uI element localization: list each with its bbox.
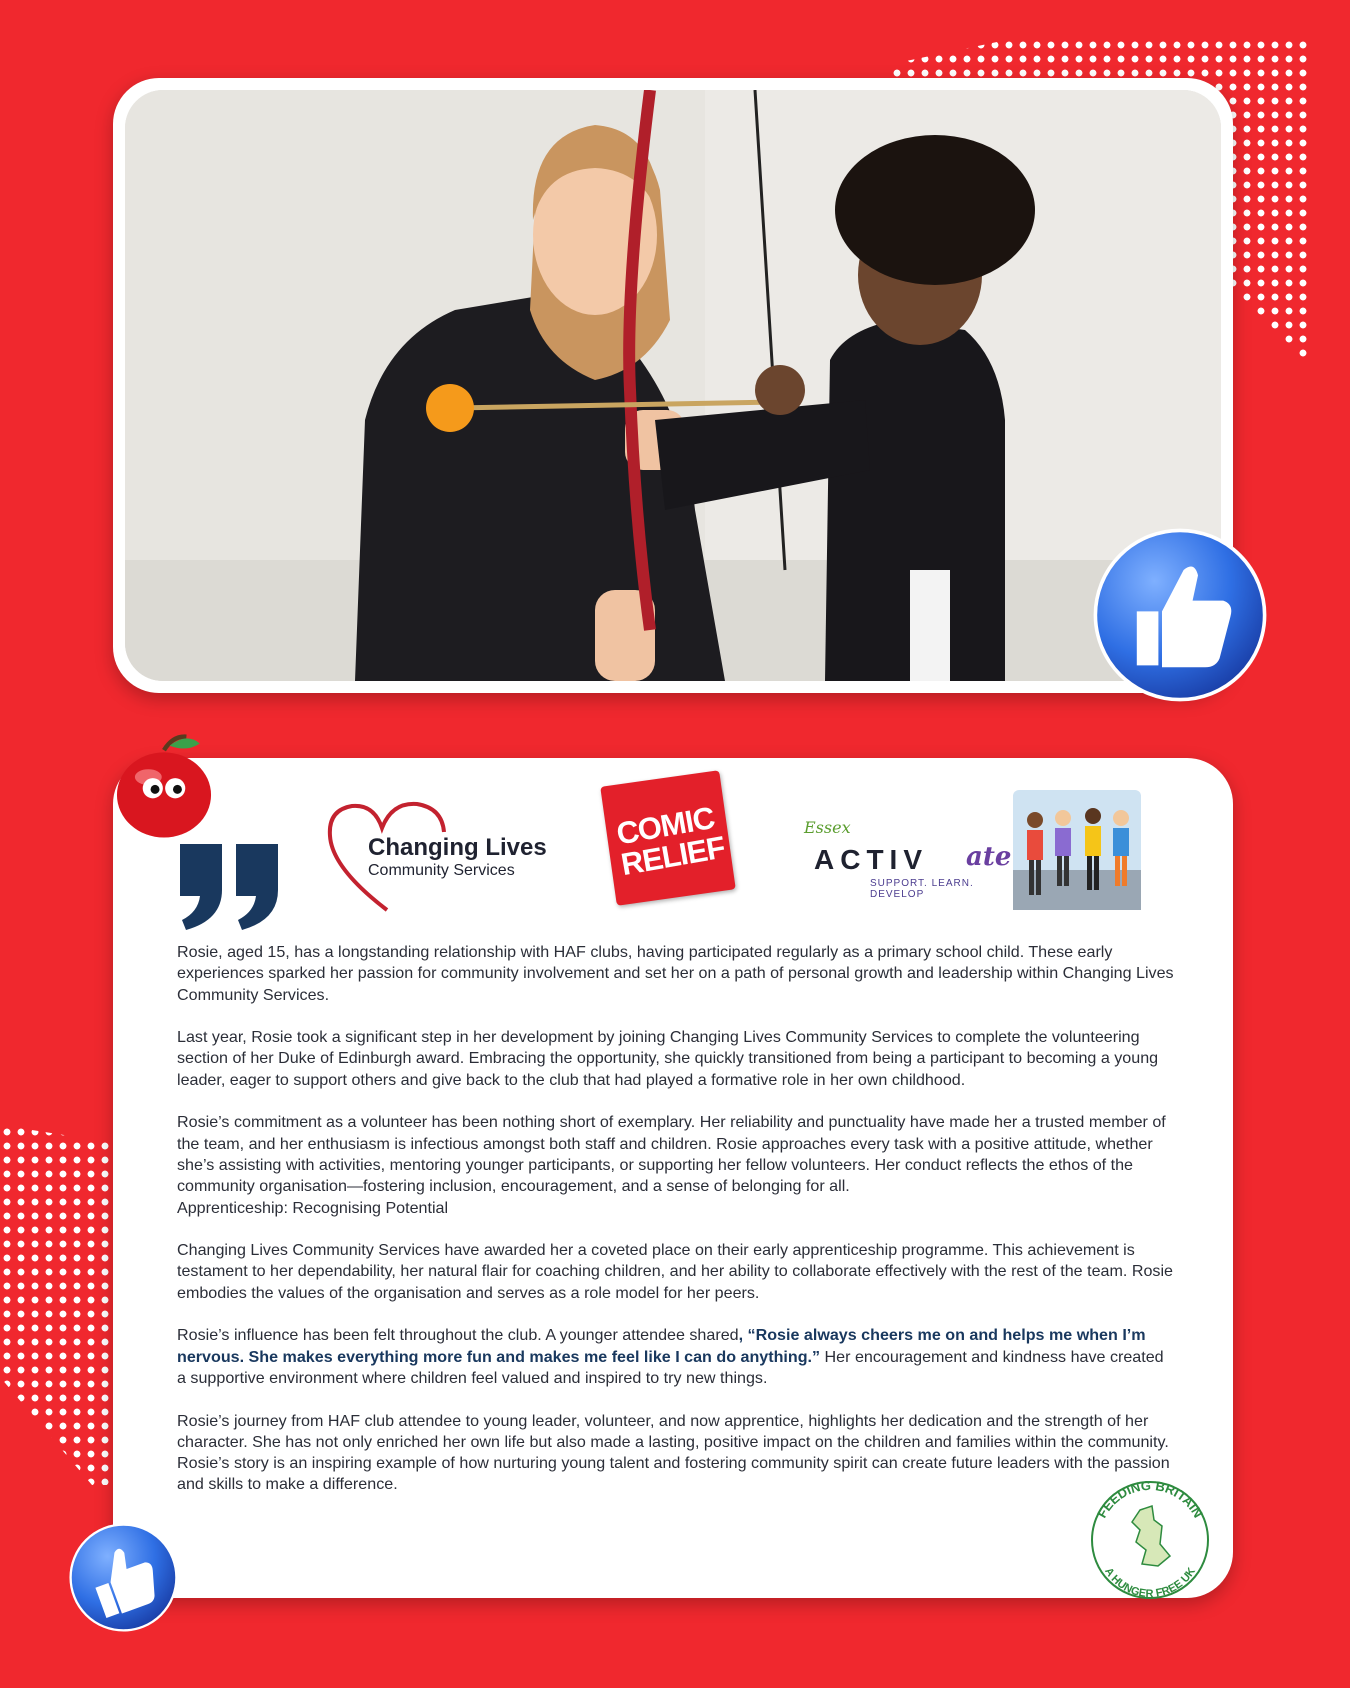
activate-tagline: SUPPORT. LEARN. DEVELOP xyxy=(870,878,974,900)
feeding-britain-logo xyxy=(1080,1470,1220,1605)
thumbs-up-icon xyxy=(66,1520,181,1635)
archery-photo xyxy=(125,90,1221,681)
story-paragraph-5-start: Rosie’s influence has been felt throughout the club. A younger attendee shared xyxy=(177,1326,739,1345)
story-paragraph-1: Rosie, aged 15, has a longstanding relationship with HAF clubs, having participated regularly as a primary school child. These early experiences sparked her passion for community involvement and set her on a path of personal growth and leadership within Changing Lives Community Services. xyxy=(177,943,1174,1004)
feeding-britain-bottom: A HUNGER FREE UK xyxy=(1102,1565,1198,1601)
kids-illustration xyxy=(1013,790,1141,910)
changing-lives-title: Changing Lives xyxy=(368,834,547,861)
story-paragraph-5-end: Her encouragement and kindness have created a supportive environment where children feel valued and inspired to try new things. xyxy=(177,1347,1164,1387)
photo-card xyxy=(113,78,1233,693)
quote-mark-icon xyxy=(176,840,282,932)
feeding-britain-top: FEEDING BRITAIN xyxy=(1094,1477,1206,1521)
story-paragraph-2: Last year, Rosie took a significant step in her development by joining Changing Lives Community Services to complete the volunteering section of her Duke of Edinburgh award. Embracing the opportunity, she quickly transitioned from being a participant to becoming a young leader, eager to support others and give back to the club that had played a formative role in her own childhood. xyxy=(177,1028,1159,1089)
changing-lives-logo xyxy=(322,798,562,918)
essex-activate-logo xyxy=(800,818,1012,900)
svg-text:A HUNGER FREE UK xyxy=(1102,1566,1198,1600)
activate-region: Essex xyxy=(804,818,851,837)
story-paragraph-3: Rosie’s commitment as a volunteer has been nothing short of exemplary. Her reliability and punctuality have made her a trusted member of the team, and her enthusiasm is infectious amongst both staff and children. Rosie approaches every task with a positive attitude, whether she’s assisting with activities, mentoring younger participants, or supporting her fellow volunteers. Her conduct reflects the ethos of the community organisation—fostering inclusion, encouragement, and a sense of belonging for all. xyxy=(177,1113,1166,1196)
attendee-quote: , “Rosie always cheers me on and helps me when I’m nervous. She makes everything more fun and makes me feel like I can do anything.” xyxy=(177,1326,1146,1366)
apple-mascot-icon xyxy=(108,730,220,842)
story-body xyxy=(177,942,1177,1517)
activate-main: ACTIV xyxy=(814,844,928,875)
dot-pattern-left xyxy=(0,1125,115,1485)
activate-suffix: ate xyxy=(966,842,1012,872)
uk-map-icon xyxy=(1132,1506,1170,1566)
story-paragraph-5 xyxy=(177,1325,1177,1389)
apprenticeship-heading: Apprenticeship: Recognising Potential xyxy=(177,1198,449,1217)
changing-lives-subtitle: Community Services xyxy=(368,862,515,879)
story-paragraph-6: Rosie’s journey from HAF club attendee to young leader, volunteer, and now apprentice, highlights her dedication and the strength of her character. She has not only enriched her own life but also made a lasting, positive impact on the children and families within the community. Rosie’s story is an inspiring example of how nurturing young talent and fostering community spirit can create future leaders with the passion and skills to make a difference. xyxy=(177,1411,1170,1494)
comic-relief-text: COMIC RELIEF xyxy=(613,799,728,883)
thumbs-up-icon xyxy=(1090,525,1270,705)
comic-relief-logo xyxy=(608,778,743,908)
story-paragraph-4: Changing Lives Community Services have awarded her a coveted place on their early apprenticeship programme. This achievement is testament to her dependability, her natural flair for coaching children, and her ability to collaborate effectively with the rest of the team. Rosie embodies the values of the organisation and serves as a role model for her peers. xyxy=(177,1241,1173,1302)
